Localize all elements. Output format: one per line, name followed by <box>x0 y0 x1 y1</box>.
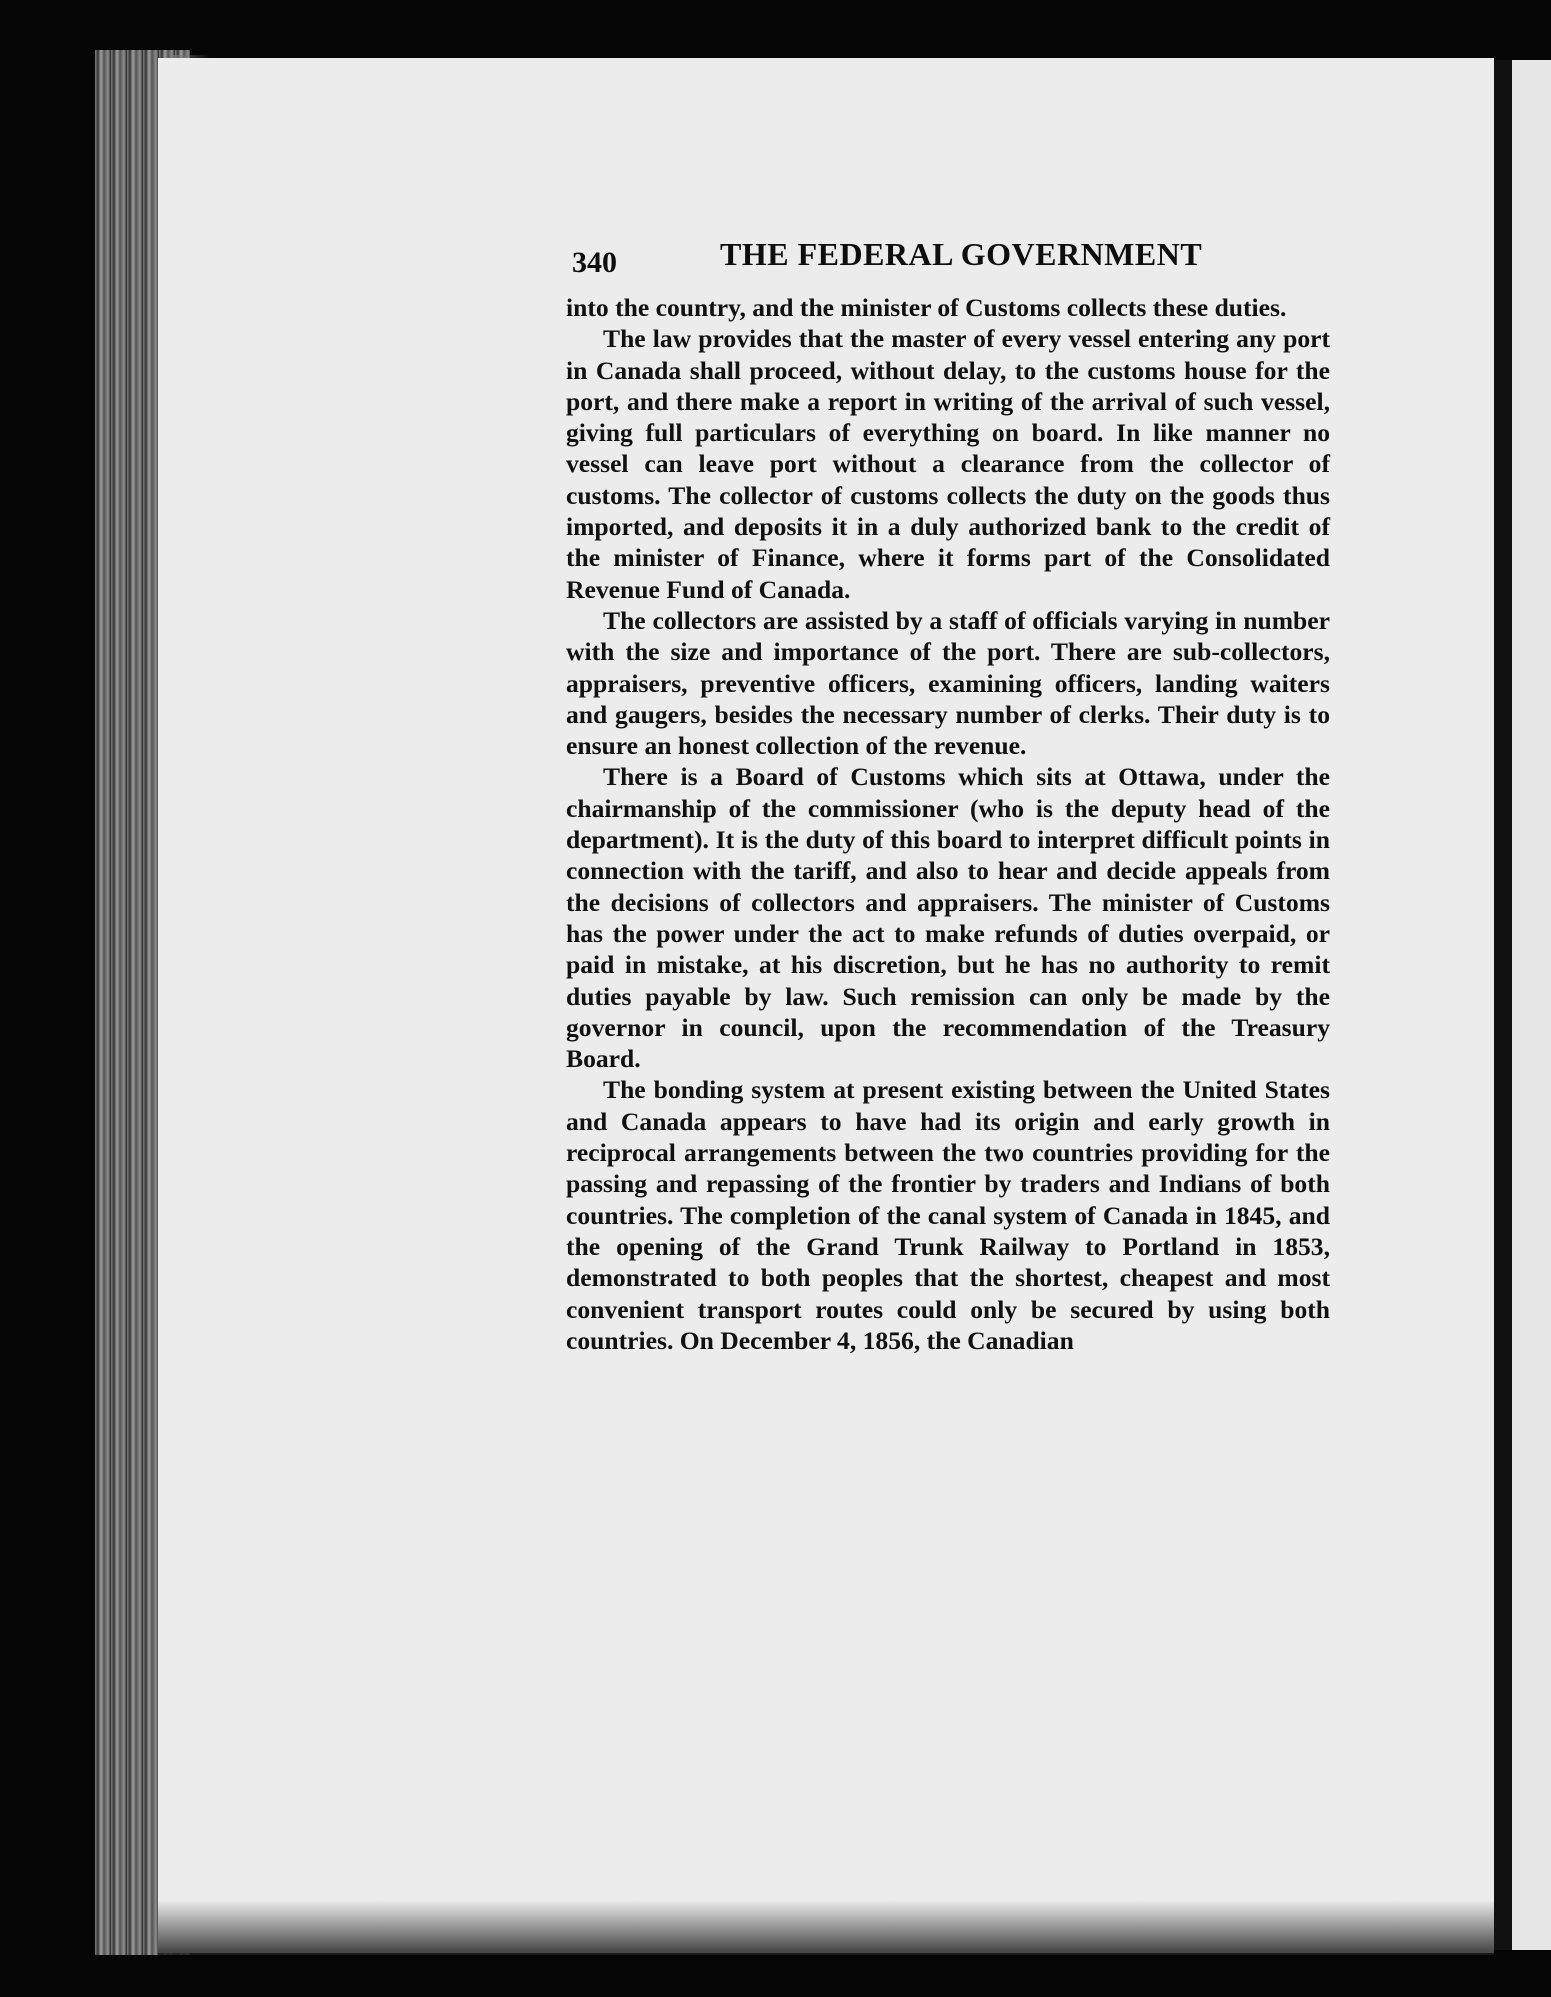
paragraph-customs-law: The law provides that the master of every vessel entering any port in Canada shall proceed, without delay, to the customs house for the port, and there make a report in writing of the arrival of such vessel, giving full particulars of everything on board. In like manner no vessel can leave port without a clearance from the collector of customs. The collector of customs collects the duty on the goods thus imported, and deposits it in a duly authorized bank to the credit of the minister of Finance, where it forms part of the Consolidated Revenue Fund of Canada. <box>566 324 1330 604</box>
paragraph-bonding-system: The bonding system at present existing between the United States and Canada appears to have had its origin and early growth in reciprocal arrangements between the two countries providing for the passing and repassing of the frontier by traders and Indians of both countries. The completion of the canal system of Canada in 1845, and the opening of the Grand Trunk Railway to Portland in 1853, demonstrated to both peoples that the shortest, cheapest and most convenient transport routes could only be secured by using both countries. On December 4, 1856, the Canadian <box>566 1075 1330 1355</box>
page-gap <box>1494 60 1512 1950</box>
next-page-edge <box>1512 60 1551 1950</box>
page-header <box>572 236 1292 286</box>
paragraph-board-of-customs: There is a Board of Customs which sits at Ottawa, under the chairmanship of the commissioner (who is the deputy head of the department). It is the duty of this board to interpret difficult points in connection with the tariff, and also to hear and decide appeals from the decisions of collectors and appraisers. The minister of Customs has the power under the act to make refunds of duties overpaid, or paid in mistake, at his discretion, but he has no authority to remit duties payable by law. Such remission can only be made by the governor in council, upon the recommendation of the Treasury Board. <box>566 762 1330 1074</box>
running-title: THE FEDERAL GOVERNMENT <box>720 236 1203 272</box>
paragraph-collectors: The collectors are assisted by a staff of officials varying in number with the size and importance of the port. There are sub-collectors, appraisers, preventive officers, examining officers, landing waiters and gaugers, besides the necessary number of clerks. Their duty is to ensure an honest collection of the revenue. <box>566 605 1330 761</box>
body-text <box>566 292 1330 1356</box>
paragraph-continuation: into the country, and the minister of Customs collects these duties. <box>566 293 1287 322</box>
page-bottom-shadow <box>158 1900 1494 1955</box>
page-number: 340 <box>572 246 617 279</box>
